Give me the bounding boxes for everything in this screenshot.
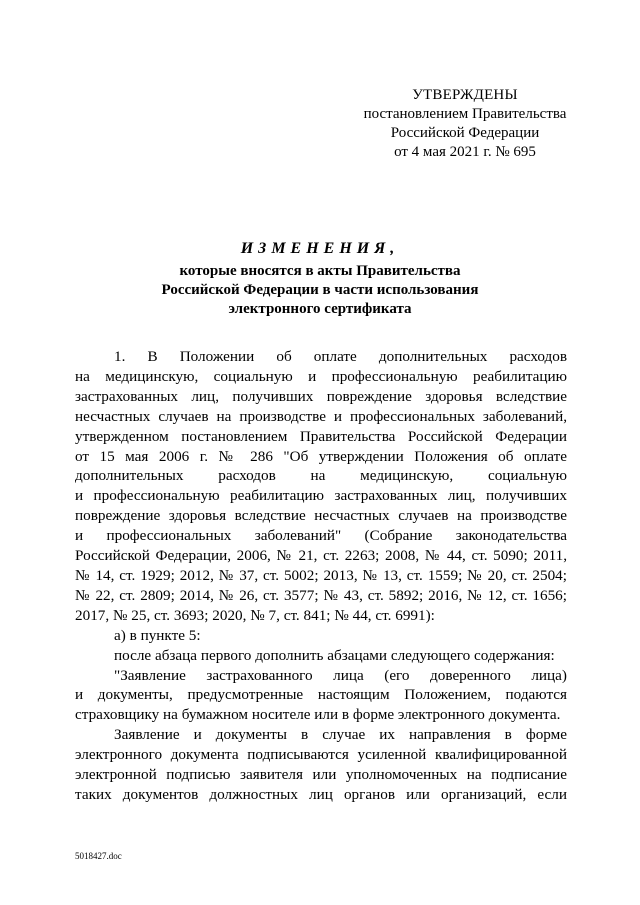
body-line: № 22, ст. 2809; 2014, № 26, ст. 3577; № 43, ст. 5892; 2016, № 12, ст. 1656;: [75, 586, 567, 604]
body-line: и документы, предусмотренные настоящим Положением, подаются: [75, 686, 567, 704]
body-line: "Заявление застрахованного лица (его доверенного лица): [114, 666, 567, 684]
body-line: электронной подписью заявителя или уполномоченных на подписание: [75, 766, 567, 784]
title-sub-line: которые вносятся в акты Правительства: [179, 263, 461, 279]
body-line: 2017, № 25, ст. 3693; 2020, № 7, ст. 841; № 44, ст. 6991):: [75, 606, 435, 624]
body-line: после абзаца первого дополнить абзацами следующего содержания:: [114, 646, 555, 664]
body-line: Российской Федерации, 2006, № 21, ст. 2263; 2008, № 44, ст. 5090; 2011,: [75, 547, 567, 565]
body-line: страховщику на бумажном носителе или в форме электронного документа.: [75, 706, 561, 724]
body-line: а) в пункте 5:: [114, 626, 201, 644]
body-line: № 14, ст. 1929; 2012, № 37, ст. 5002; 2013, № 13, ст. 1559; № 20, ст. 2504;: [75, 566, 567, 584]
title-subtitle: [120, 262, 520, 319]
body-line: от 15 мая 2006 г. № 286 "Об утверждении Положения об оплате: [75, 447, 567, 465]
document-title: [120, 238, 520, 319]
body-line: застрахованных лиц, получивших повреждение здоровья вследствие: [75, 387, 567, 405]
approval-line-3: от 4 мая 2021 г. № 695: [394, 144, 536, 160]
body-line: таких документов должностных лиц органов или организаций, если: [75, 785, 567, 803]
body-line: утвержденном постановлением Правительства Российской Федерации: [75, 427, 567, 445]
approval-stamp: [340, 86, 590, 162]
body-line: 1. В Положении об оплате дополнительных расходов: [114, 348, 567, 365]
approval-line-1: постановлением Правительства: [363, 106, 567, 122]
title-sub-line: электронного сертификата: [228, 301, 412, 317]
body-line: электронного документа подписываются усиленной квалифицированной: [75, 746, 567, 764]
title-sub-line: Российской Федерации в части использования: [161, 282, 479, 298]
title-main: ИЗМЕНЕНИЯ,: [240, 240, 400, 257]
body-line: повреждение здоровья вследствие несчастных случаев на производстве: [75, 507, 567, 525]
approved-heading: УТВЕРЖДЕНЫ: [412, 87, 518, 103]
approval-line-2: Российской Федерации: [390, 125, 540, 141]
body-line: Заявление и документы в случае их направления в форме: [114, 726, 567, 744]
body-line: несчастных случаев на производстве и профессиональных заболеваний,: [75, 407, 567, 425]
body-line: на медицинскую, социальную и профессиональную реабилитацию: [75, 367, 567, 385]
body-line: и профессиональных заболеваний" (Собрание законодательства: [75, 527, 567, 545]
body-text: [75, 347, 567, 805]
body-line: дополнительных расходов на медицинскую, социальную: [75, 467, 567, 485]
footer-file-name: 5018427.doc: [75, 851, 122, 861]
body-line: и профессиональную реабилитацию застрахованных лиц, получивших: [75, 487, 567, 505]
